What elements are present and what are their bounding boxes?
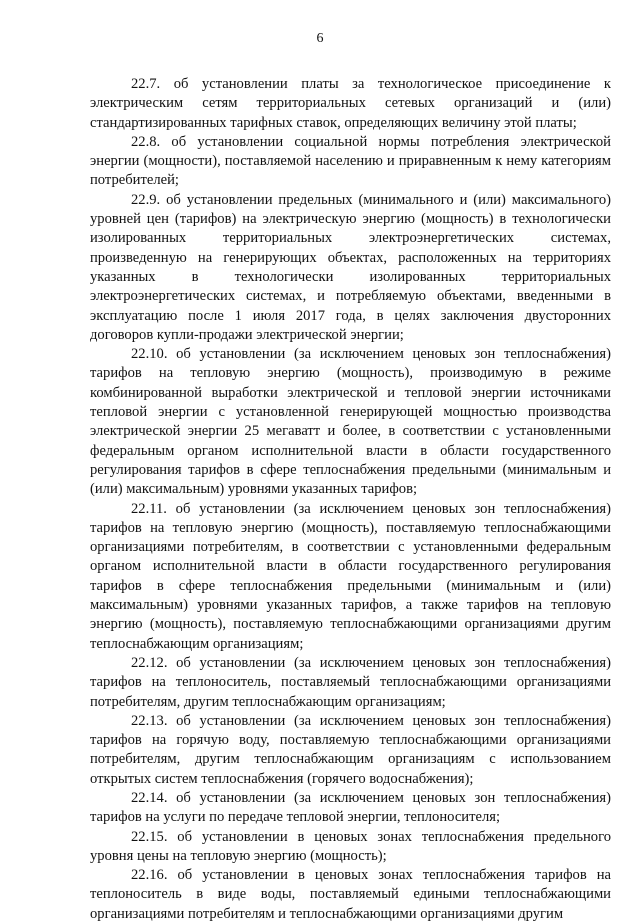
paragraph-22-7: 22.7. об установлении платы за технологическое присоединение к электрическим сетям территориальных сетевых организаций и (или) стандартизированных тарифных ставок, определяющих величину этой платы; bbox=[90, 76, 611, 131]
paragraph-22-9: 22.9. об установлении предельных (минимального и (или) максимального) уровней цен (тарифов) на электрическую энергию (мощность) в технологически изолированных территориальных электроэнергетических системах, произведенную на генерирующих объектах, расположенных на территориях указанных в технологически изолированных территориальных электроэнергетических системах, и потребляемую объектами, введенными в эксплуатацию после 1 июля 2017 года, в целях заключения двусторонних договоров купли-продажи электрической энергии; bbox=[90, 191, 611, 343]
paragraph-22-10: 22.10. об установлении (за исключением ценовых зон теплоснабжения) тарифов на тепловую энергию (мощность), производимую в режиме комбинированной выработки электрической и тепловой энергии источниками тепловой энергии с установленной генерирующей мощностью производства электрической энергии 25 мегаватт и более, в соответствии с установленными федеральным органом исполнительной власти в области государственного регулирования тарифов в сфере теплоснабжения предельными (минимальным и (или) максимальным) уровнями указанных тарифов; bbox=[90, 346, 611, 498]
paragraph-22-15: 22.15. об установлении в ценовых зонах теплоснабжения предельного уровня цены на тепловую энергию (мощность); bbox=[90, 828, 611, 864]
paragraph-22-13: 22.13. об установлении (за исключением ценовых зон теплоснабжения) тарифов на горячую воду, поставляемую теплоснабжающими организациями потребителям, другим теплоснабжающим организациям с использованием открытых систем теплоснабжения (горячего водоснабжения); bbox=[90, 712, 611, 787]
document-body bbox=[90, 75, 611, 924]
paragraph-22-8: 22.8. об установлении социальной нормы потребления электрической энергии (мощности), поставляемой населению и приравненным к нему категориям потребителей; bbox=[90, 133, 611, 189]
page-number: 6 bbox=[316, 31, 324, 46]
paragraph-22-12: 22.12. об установлении (за исключением ценовых зон теплоснабжения) тарифов на теплоноситель, поставляемый теплоснабжающими организациями потребителям, другим теплоснабжающим организациям; bbox=[90, 654, 611, 710]
paragraph-22-11: 22.11. об установлении (за исключением ценовых зон теплоснабжения) тарифов на тепловую энергию (мощность), поставляемую теплоснабжающими организациями потребителям, в соответствии с установленными федеральным органом исполнительной власти в области государственного регулирования тарифов в сфере теплоснабжения предельными (минимальным и (или) максимальным) уровнями указанных тарифов, а также тарифов на тепловую энергию (мощность), поставляемую теплоснабжающими организациями другим теплоснабжающим организациям; bbox=[90, 500, 611, 652]
paragraph-22-14: 22.14. об установлении (за исключением ценовых зон теплоснабжения) тарифов на услуги по передаче тепловой энергии, теплоносителя; bbox=[90, 789, 611, 826]
paragraph-22-16: 22.16. об установлении в ценовых зонах теплоснабжения тарифов на теплоноситель в виде воды, поставляемый едиными теплоснабжающими организациями потребителям и теплоснабжающими организациями другим bbox=[90, 867, 611, 922]
